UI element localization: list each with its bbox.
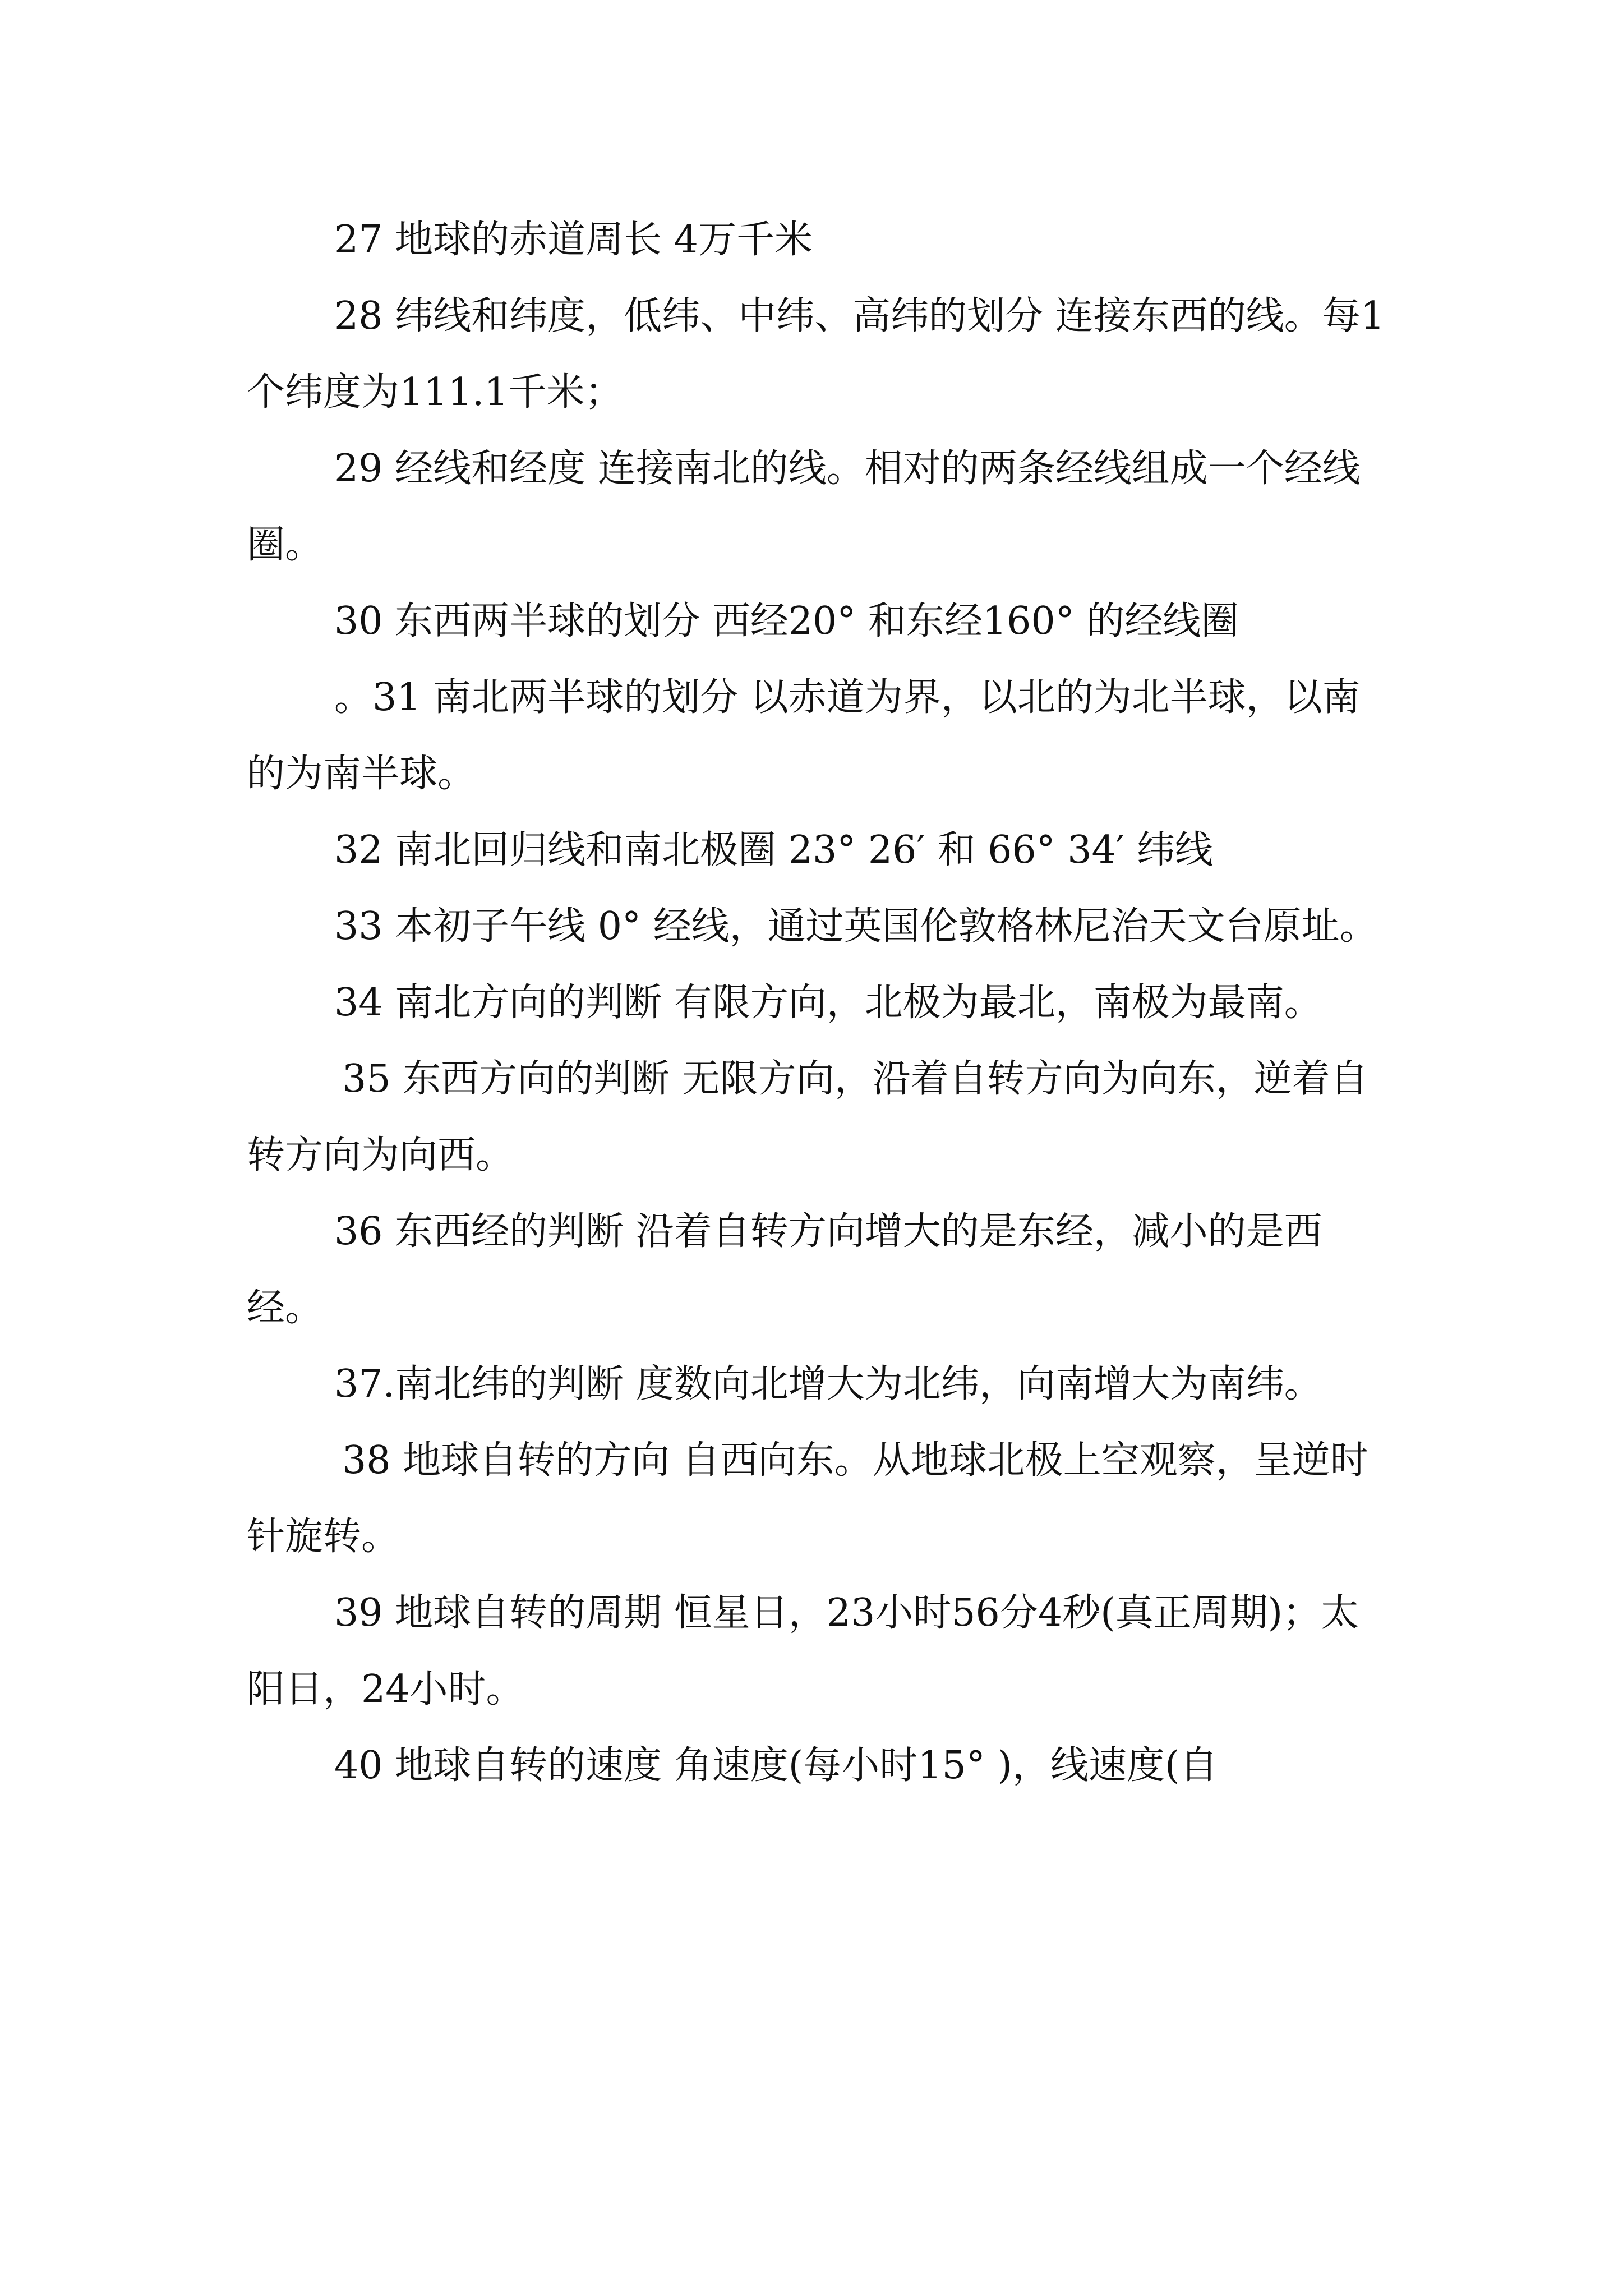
paragraph-34: 34 南北方向的判断 有限方向，北极为最北，南极为最南。 xyxy=(334,981,1322,1025)
paragraph-37: 37.南北纬的判断 度数向北增大为北纬，向南增大为南纬。 xyxy=(334,1362,1322,1406)
paragraph-36: 36 东西经的判断 沿着自转方向增大的是东经，减小的是西经。 xyxy=(247,1209,1322,1330)
paragraph-28: 28 纬线和纬度，低纬、中纬、高纬的划分 连接东西的线。每1个纬度为111.1千米； xyxy=(247,294,1385,415)
paragraph-39: 39 地球自转的周期 恒星日，23小时56分4秒(真正周期)；太阳日，24小时。 xyxy=(247,1591,1359,1711)
paragraph-29: 29 经线和经度 连接南北的线。相对的两条经线组成一个经线圈。 xyxy=(247,447,1361,567)
paragraph-32: 32 南北回归线和南北极圈 23° 26′ 和 66° 34′ 纬线 xyxy=(334,828,1213,872)
paragraph-33: 33 本初子午线 0° 经线，通过英国伦敦格林尼治天文台原址。 xyxy=(334,904,1378,949)
paragraph-27: 27 地球的赤道周长 4万千米 xyxy=(334,218,813,262)
body-text xyxy=(247,202,1391,1804)
paragraph-30: 30 东西两半球的划分 西经20° 和东经160° 的经线圈 xyxy=(334,599,1239,643)
paragraph-35: 35 东西方向的判断 无限方向，沿着自转方向为向东，逆着自转方向为向西。 xyxy=(247,1057,1368,1177)
paragraph-40: 40 地球自转的速度 角速度(每小时15° )，线速度(自 xyxy=(334,1743,1218,1788)
paragraph-38: 38 地球自转的方向 自西向东。从地球北极上空观察，呈逆时针旋转。 xyxy=(247,1438,1368,1559)
paragraph-31: 。31 南北两半球的划分 以赤道为界，以北的为北半球，以南的为南半球。 xyxy=(247,675,1361,796)
